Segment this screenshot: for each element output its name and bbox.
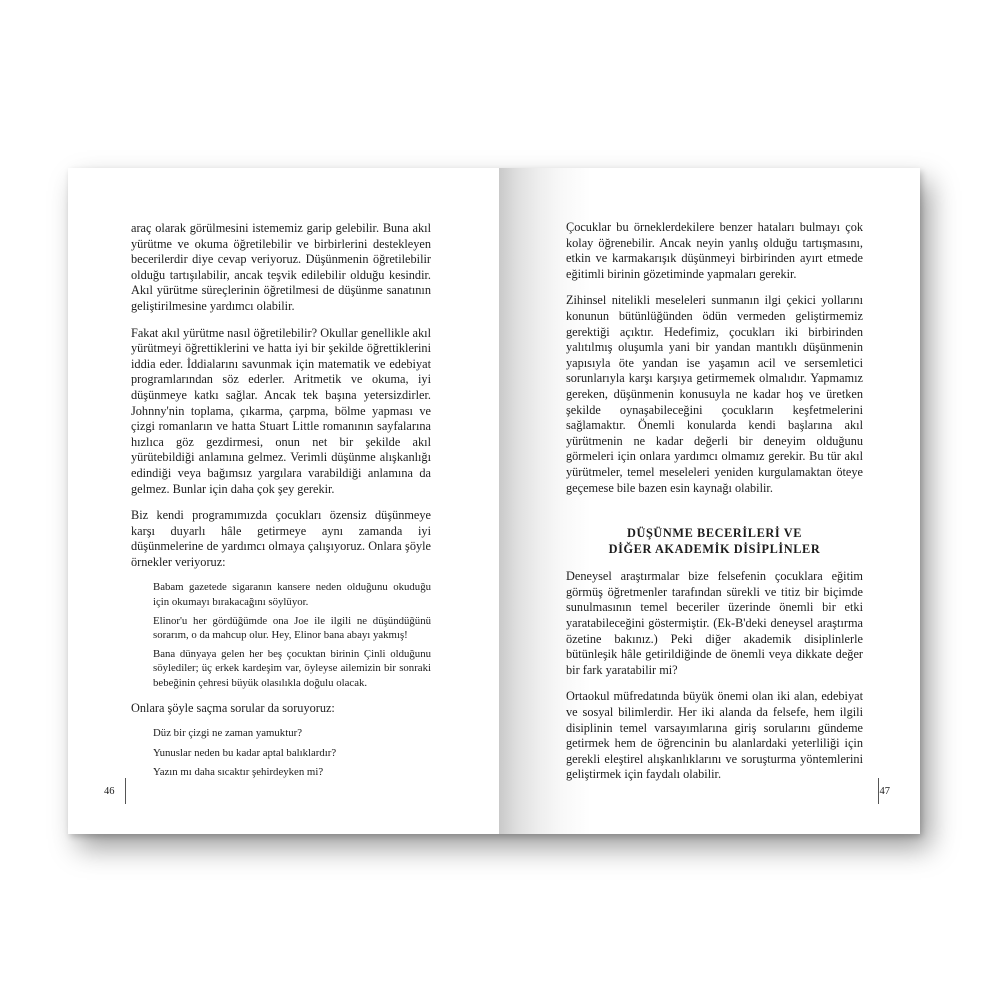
example-quote: Elinor'u her gördüğümde ona Joe ile ilgili ne düşündüğünü sorarım, o da mahcup olur. Hey, Elinor bana abayı yakmış!: [153, 614, 431, 642]
paragraph: Ortaokul müfredatında büyük önemi olan iki alan, edebiyat ve sosyal bilimlerdir. Her iki alanda da felsefe, hem ilgili disiplinin temel varsayımlarına giriş sorularını gündeme getirmek hem de öğrencinin bu alanlardaki yeterliliği için gerekli eleştirel alışkanlıklarını ve soruşturma yöntemlerini geliştirmek için faydalı olabilir.: [566, 689, 863, 782]
right-page-text: [566, 220, 863, 794]
section-heading-line: DİĞER AKADEMİK DİSİPLİNLER: [608, 541, 821, 556]
paragraph: Onlara şöyle saçma sorular da soruyoruz:: [131, 700, 335, 715]
left-page-text: [131, 221, 431, 784]
paragraph: araç olarak görülmesini istememiz garip gelebilir. Buna akıl yürütme ve okuma öğretilebilir ve birbirlerini destekleyen becerilerdir diye cevap veriyoruz. Düşünmenin öğretilebilir olduğu tartışılabilir, ancak teşvik edilebilir olduğu kesindir. Akıl yürütme süreçlerinin öğretilmesi de düşünme sanatının geliştirilmesine yardımcı olabilir.: [131, 221, 431, 313]
section-heading-line: DÜŞÜNME BECERİLERİ VE: [627, 526, 802, 541]
section-heading: [566, 526, 863, 557]
example-question: Yunuslar neden bu kadar aptal balıklardır?: [153, 746, 337, 759]
page-number: 46: [104, 786, 115, 797]
example-question: Düz bir çizgi ne zaman yamuktur?: [153, 727, 302, 740]
folio-divider: [125, 778, 126, 804]
paragraph: Fakat akıl yürütme nasıl öğretilebilir? Okullar genellikle akıl yürütmeyi öğrettiklerini ve hatta iyi bir şekilde öğrettiklerini iddia eder. İddialarını savunmak için matematik ve edebiyat programlarından söz ederler. Aritmetik ve okuma, iyi düşünmeye katkı sağlar. Ancak tek başına yetersizdirler. Johnny'nin toplama, çıkarma, çarpma, bölme yapması ve çizgi romanların ve hatta Stuart Little romanının sayfalarına hızlıca göz gezdirmesi, onun net bir şekilde akıl yürütebildiği anlamına gelmez. Verimli düşünme alışkanlığı edindiği veya bağımsız yargılara varabildiği anlamına da gelmez. Bunlar için daha çok şey gerekir.: [131, 325, 431, 496]
open-book: [68, 168, 920, 834]
example-question: Yazın mı daha sıcaktır şehirdeyken mi?: [153, 765, 324, 778]
paragraph: Deneysel araştırmalar bize felsefenin çocuklara eğitim görmüş öğretmenler tarafından sürekli ve titiz bir biçimde sunulmasının temel beceriler üzerinde önemli bir etki yaratabileceğini göstermiştir. (Ek-B'deki deneysel araştırma özetine bakınız.) Peki diğer akademik disiplinlerle bütünleşik hâle getirildiğinde de önemli veya dikkate değer bir fark yaratabilir mi?: [566, 569, 863, 677]
left-page: [68, 168, 499, 834]
page-number: 47: [879, 786, 890, 797]
paragraph: Zihinsel nitelikli meseleleri sunmanın ilgi çekici yollarını konunun bütünlüğünden ödün vermeden geliştirmemiz gerektiği açıktır. Hedefimiz, çocukları iki birbirinden yalıtılmış oluşumla yani bir yandan mantıklı düşünmenin yapısıyla öte yandan ise yaşamın acil ve sersemletici sorunlarıyla karşı karşıya getirmemek olmalıdır. Yapmamız gereken, düşünmenin konusuyla ne kadar hoş ve üretken şekilde oynaşabileceğini çocukların keşfetmelerini sağlamaktır. Önemli konularda kendi başlarına akıl yürütmenin ne kadar değerli bir deneyim olduğunu görmeleri için onlara yardımcı olmamız gerekir. Bu tür akıl yürütmeler, temel meseleleri yeniden kurgulamaktan öteye geçemese bile bazen esin kaynağı olabilir.: [566, 293, 863, 495]
paragraph: Biz kendi programımızda çocukları özensiz düşünmeye karşı duyarlı hâle getirmeye aynı zamanda iyi düşünmelerine de yardımcı olmaya çalışıyoruz. Onlara şöyle örnekler veriyoruz:: [131, 508, 431, 569]
example-quote: Bana dünyaya gelen her beş çocuktan birinin Çinli olduğunu söylediler; üç erkek kardeşim var, öyleyse ailemizin bir sonraki bebeğinin çehresi büyük olasılıkla doğulu olacak.: [153, 648, 431, 689]
example-quote: Babam gazetede sigaranın kansere neden olduğunu okuduğu için okumayı bırakacağını söylüyor.: [153, 581, 431, 608]
paragraph: Çocuklar bu örneklerdekilere benzer hataları bulmayı çok kolay öğrenebilir. Ancak neyin yanlış olduğu tartışmasını, etkin ve karmakarışık düşünmeyi birbirinden ayırt etmede eğitimli birinin gözetiminde yapmaları gerekir.: [566, 220, 863, 281]
right-page: [499, 168, 920, 834]
